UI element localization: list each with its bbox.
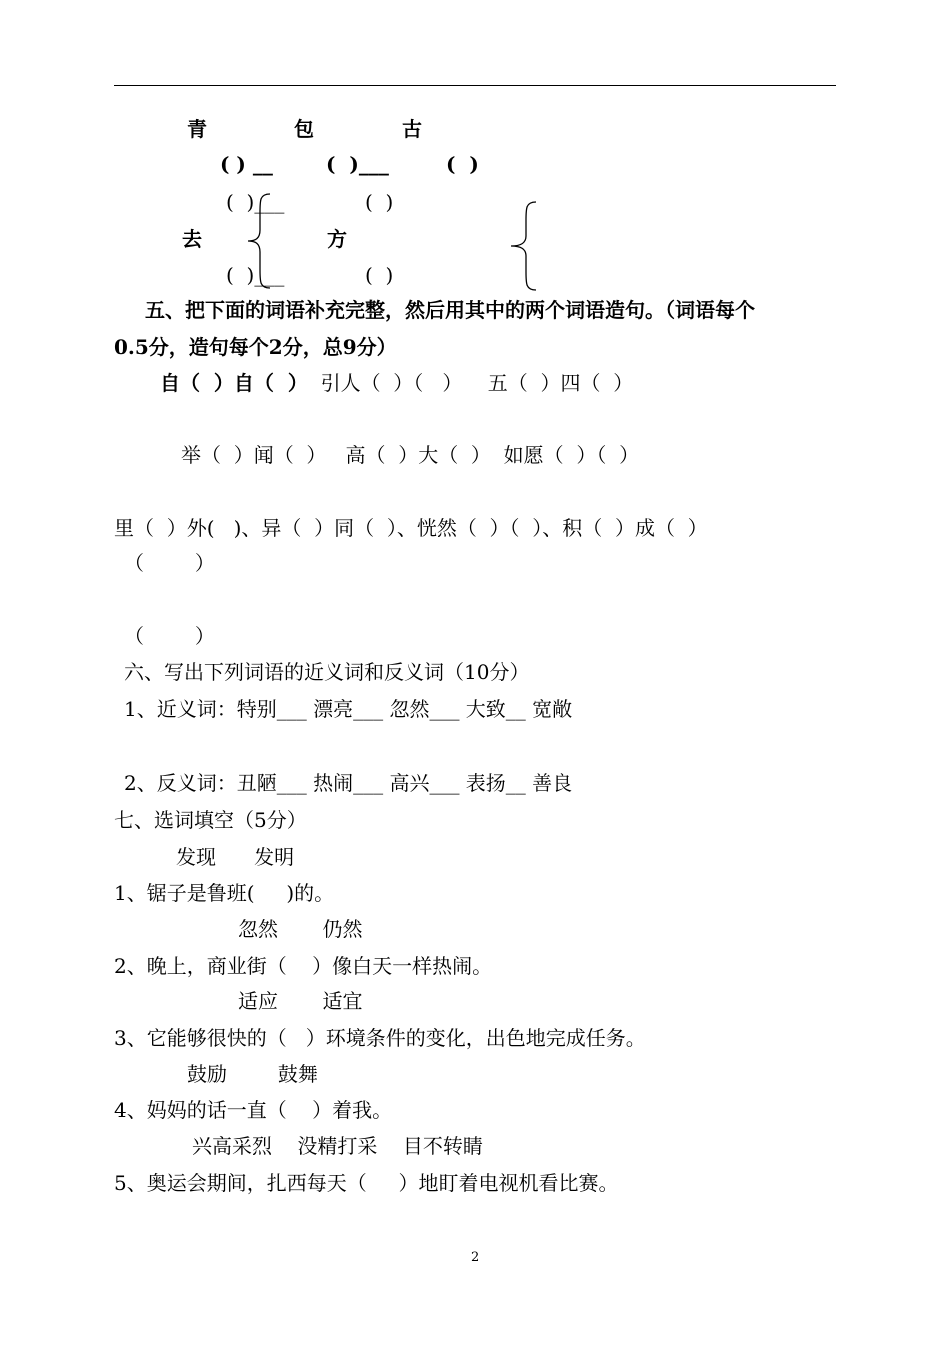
blank-qu-top: ( )___	[226, 190, 285, 214]
section7-title: 七、选词填空（5分）	[114, 808, 307, 832]
section5-line3: 里（ ）外( )、异（ ）同（ ）、恍然（ ）（ ）、积（ ）成（ ）	[114, 516, 708, 540]
section5-line1-bold: 自（ ）自（ ）	[160, 371, 308, 395]
page-number: 2	[471, 1250, 480, 1265]
head-char-bao: 包	[294, 117, 314, 141]
section5-score-detail: 0.5分，造句每个2分，总9分）	[114, 335, 397, 359]
mid-char-fang: 方	[327, 227, 347, 251]
blank-qu-bottom: ( )___	[226, 263, 285, 287]
section7-sentence-1: 1、锯子是鲁班( )的。	[114, 881, 335, 905]
section5-line2: 举（ ）闻（ ） 高（ ）大（ ） 如愿（ ）（ ）	[181, 443, 640, 467]
section5-title-label: 五、把下面的词语补充完整，然后用其中的两个词语造句。	[145, 298, 665, 322]
blank-gu: ( )	[446, 152, 479, 176]
section7-sentence-3: 3、它能够很快的（ ）环境条件的变化，出色地完成任务。	[114, 1026, 646, 1050]
blank-fang-bottom: ( )	[365, 263, 394, 287]
mid-char-qu: 去	[182, 227, 202, 251]
section7-sentence-5: 5、奥运会期间，扎西每天（ ）地盯着电视机看比赛。	[114, 1171, 619, 1195]
section5-title	[145, 298, 755, 322]
section5-line1-rest: 引人（ ）（ ） 五（ ）四（ ）	[320, 371, 634, 395]
left-brace-icon-2	[506, 200, 540, 292]
section7-options-5: 兴高采烈 没精打采 目不转睛	[192, 1134, 483, 1158]
blank-fang-top: ( )	[365, 190, 394, 214]
section5-line1	[160, 371, 633, 395]
section7-options-2: 忽然 仍然	[238, 917, 363, 941]
sentence-blank-2: （ ）	[124, 624, 215, 648]
section7-options-4: 鼓励 鼓舞	[187, 1062, 318, 1086]
section6-synonyms: 1、近义词：特别___ 漂亮___ 忽然___ 大致__ 宽敞	[124, 697, 573, 721]
blank-bao: ( )___	[326, 152, 389, 176]
left-brace-icon	[244, 192, 274, 290]
section7-options-3: 适应 适宜	[238, 989, 363, 1013]
section6-antonyms: 2、反义词：丑陋___ 热闹___ 高兴___ 表扬__ 善良	[124, 771, 573, 795]
sentence-blank-1: （ ）	[124, 551, 215, 575]
head-char-qing: 青	[187, 117, 207, 141]
section5-title-score: （词语每个	[665, 298, 755, 322]
head-char-gu: 古	[402, 117, 422, 141]
section7-sentence-4: 4、妈妈的话一直（ ）着我。	[114, 1098, 393, 1122]
blank-qing: ( ) __	[220, 152, 273, 176]
section7-sentence-2: 2、晚上，商业街（ ）像白天一样热闹。	[114, 954, 493, 978]
section7-options-1: 发现 发明	[176, 845, 295, 869]
section6-title: 六、写出下列词语的近义词和反义词（10分）	[124, 660, 530, 684]
header-rule	[114, 85, 836, 86]
